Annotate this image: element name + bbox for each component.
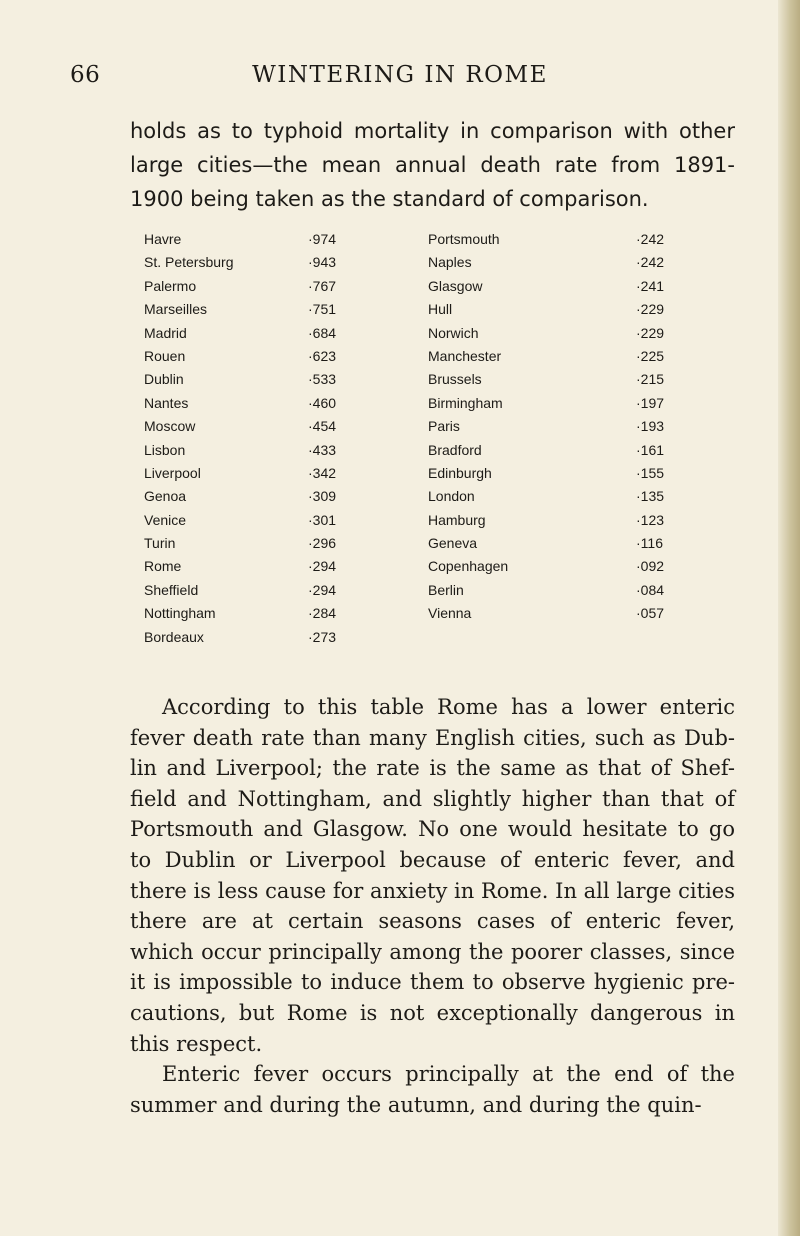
city-name-right: Geneva	[428, 535, 478, 552]
city-name-left: Bordeaux	[144, 628, 204, 645]
death-rate-left: ·433	[308, 441, 337, 458]
city-name-left: Nantes	[144, 394, 189, 411]
city-name-left: Genoa	[144, 488, 187, 505]
table-row	[144, 345, 704, 368]
city-name-right: Manchester	[428, 347, 502, 364]
death-rate-left: ·294	[308, 558, 337, 575]
death-rate-left: ·301	[308, 511, 337, 528]
mortality-table	[144, 228, 704, 649]
city-name-right: Copenhagen	[428, 558, 509, 575]
page-header	[70, 62, 730, 102]
city-name-left: Madrid	[144, 324, 187, 341]
table-row	[144, 532, 704, 555]
city-name-right: Portsmouth	[428, 231, 500, 247]
city-name-left: Rouen	[144, 347, 186, 364]
death-rate-right: ·229	[636, 324, 665, 341]
city-name-left: Venice	[144, 511, 187, 528]
running-title: WINTERING IN ROME	[252, 62, 548, 88]
death-rate-left: ·296	[308, 535, 337, 552]
table-row	[144, 368, 704, 391]
table-row	[144, 462, 704, 485]
table-row	[144, 275, 704, 298]
city-name-left: Lisbon	[144, 441, 186, 458]
city-name-left: Rome	[144, 558, 182, 575]
city-name-right: London	[428, 488, 475, 505]
city-name-right: Paris	[428, 418, 460, 435]
city-name-right: Birmingham	[428, 394, 503, 411]
intro-paragraph	[130, 114, 735, 216]
death-rate-left: ·454	[308, 418, 337, 435]
death-rate-right: ·123	[636, 511, 665, 528]
intro-text: holds as to typhoid mortality in comparison with other large cities—the mean annual death rate from 1891-1900 being taken as the standard of comparison.	[130, 119, 735, 211]
city-name-left: Marseilles	[144, 301, 208, 318]
death-rate-right: ·242	[636, 231, 665, 247]
table-row	[144, 579, 704, 602]
city-name-left: Dublin	[144, 371, 184, 388]
city-name-left: Havre	[144, 231, 182, 247]
death-rate-right: ·161	[636, 441, 665, 458]
table-row	[144, 555, 704, 578]
body-text	[130, 692, 735, 1120]
death-rate-left: ·684	[308, 324, 337, 341]
death-rate-right: ·225	[636, 347, 665, 364]
table-row	[144, 415, 704, 438]
city-name-right: Hull	[428, 301, 453, 318]
death-rate-right: ·116	[636, 535, 663, 552]
table-row	[144, 392, 704, 415]
table-row	[144, 439, 704, 462]
death-rate-right: ·135	[636, 488, 665, 505]
death-rate-left: ·273	[308, 628, 337, 645]
city-name-right: Naples	[428, 254, 472, 271]
city-name-left: Nottingham	[144, 605, 216, 622]
death-rate-right: ·229	[636, 301, 665, 318]
death-rate-left: ·342	[308, 464, 337, 481]
death-rate-left: ·943	[308, 254, 337, 271]
city-name-left: Sheffield	[144, 581, 199, 598]
page-edge-shadow	[778, 0, 800, 1236]
table-row	[144, 298, 704, 321]
death-rate-right: ·084	[636, 581, 665, 598]
death-rate-left: ·460	[308, 394, 337, 411]
city-name-right: Berlin	[428, 581, 464, 598]
page-number: 66	[70, 62, 101, 88]
table-row	[144, 602, 704, 625]
city-name-right: Bradford	[428, 441, 482, 458]
death-rate-left: ·294	[308, 581, 337, 598]
death-rate-right: ·197	[636, 394, 665, 411]
city-name-left: Moscow	[144, 418, 196, 435]
city-name-right: Brussels	[428, 371, 482, 388]
death-rate-right: ·241	[636, 277, 665, 294]
death-rate-right: ·242	[636, 254, 665, 271]
death-rate-left: ·309	[308, 488, 337, 505]
table-row	[144, 509, 704, 532]
death-rate-right: ·057	[636, 605, 665, 622]
death-rate-left: ·623	[308, 347, 337, 364]
death-rate-right: ·155	[636, 464, 665, 481]
paragraph-2: Enteric fever occurs principally at the end of the summer and during the autumn, and during the quin-	[130, 1062, 735, 1117]
city-name-right: Hamburg	[428, 511, 486, 528]
death-rate-left: ·767	[308, 277, 337, 294]
table-row	[144, 485, 704, 508]
death-rate-right: ·092	[636, 558, 665, 575]
city-name-left: Turin	[144, 535, 176, 552]
death-rate-left: ·533	[308, 371, 337, 388]
city-name-left: Liverpool	[144, 464, 201, 481]
city-name-left: Palermo	[144, 277, 197, 294]
city-name-left: St. Petersburg	[144, 254, 234, 271]
table-row	[144, 228, 704, 251]
table-row	[144, 626, 704, 649]
city-name-right: Edinburgh	[428, 464, 492, 481]
city-name-right: Norwich	[428, 324, 479, 341]
table-row	[144, 251, 704, 274]
death-rate-right: ·215	[636, 371, 665, 388]
death-rate-left: ·974	[308, 231, 337, 247]
table-row	[144, 322, 704, 345]
death-rate-left: ·751	[308, 301, 337, 318]
death-rate-left: ·284	[308, 605, 337, 622]
death-rate-right: ·193	[636, 418, 665, 435]
paragraph-1: According to this table Rome has a lower enteric fever death rate than many English cities, such as Dub- lin and Liverpool; the rate is the same as that of Shef- field and Nottingham, and slightly higher than that of Portsmouth and Glasgow. No one would hesitate to go to Dublin or Liverpool because of enteric fever, and there is less cause for anxiety in Rome. In all large cities there are at certain seasons cases of enteric fever, which occur principally among the poorer classes, since it is impossible to induce them to observe hygienic pre- cautions, but Rome is not exceptionally dangerous in this respect.	[130, 695, 735, 1056]
city-name-right: Glasgow	[428, 277, 483, 294]
city-name-right: Vienna	[428, 605, 472, 622]
